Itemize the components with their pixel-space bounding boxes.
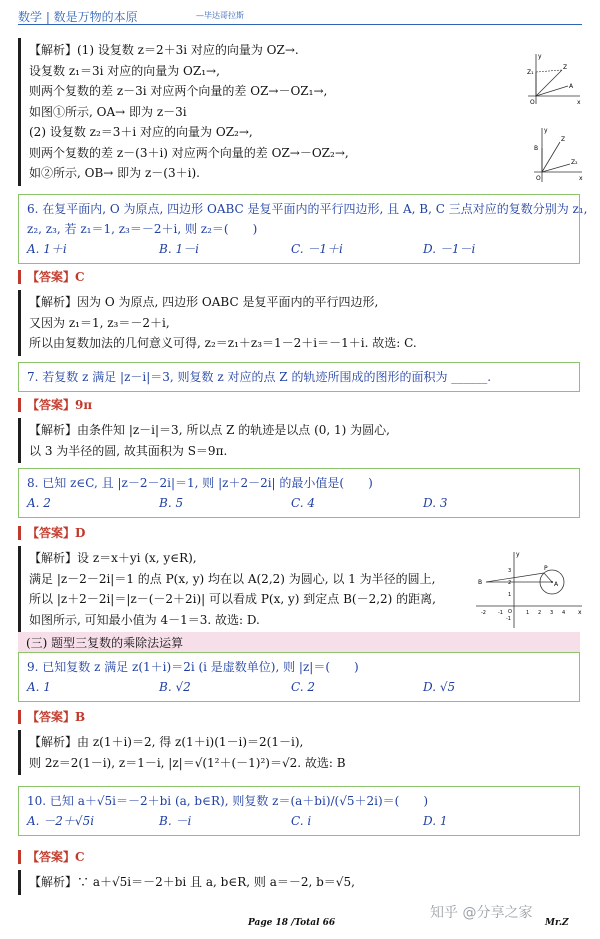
- option-c: C. －1＋i: [291, 242, 343, 256]
- analysis-block-1: [18, 38, 580, 186]
- analysis-line: 以 3 为半径的圆, 故其面积为 S＝9π.: [29, 443, 228, 458]
- fig-label: B: [478, 579, 483, 586]
- option-row: [27, 239, 571, 259]
- analysis-line: 则两个复数的差 z－3i 对应两个向量的差 OZ→－OZ₁→,: [29, 84, 328, 98]
- fig-tick: 1: [526, 610, 530, 616]
- answer-10: 【答案】C: [18, 850, 85, 864]
- analysis-6: [18, 290, 580, 356]
- analysis-line: 【解析】由 z(1＋i)＝2, 得 z(1＋i)(1－i)＝2(1－i),: [29, 735, 304, 749]
- analysis-line: 【解析】∵ a＋√5i＝－2＋bi 且 a, b∈R, 则 a＝－2, b＝√5,: [29, 875, 355, 889]
- question-9: [18, 652, 580, 702]
- option-c: C. 2: [291, 680, 316, 694]
- fig-label: B: [534, 145, 539, 152]
- fig-label: x: [579, 175, 583, 182]
- answer-7-wrap: [18, 396, 580, 413]
- watermark: 知乎 @分享之家: [430, 905, 533, 921]
- analysis-10: [18, 870, 580, 895]
- fig-tick: -1: [506, 616, 511, 622]
- analysis-line: 【解析】由条件知 |z－i|＝3, 所以点 Z 的轨迹是以点 (0, 1) 为圆心,: [29, 423, 390, 437]
- question-text: z₂, z₃, 若 z₁＝1, z₃＝－2＋i, 则 z₂＝( ): [27, 222, 258, 236]
- analysis-line: 【解析】(1) 设复数 z＝2＋3i 对应的向量为 OZ→.: [29, 43, 299, 57]
- answer-9-wrap: [18, 708, 580, 725]
- fig-label: A: [554, 581, 559, 588]
- question-text: 6. 在复平面内, O 为原点, 四边形 OABC 是复平面内的平行四边形, 且 A, B, C 三点对应的复数分别为 z₁,: [27, 202, 588, 216]
- fig-label: x: [578, 609, 582, 616]
- answer-9: 【答案】B: [18, 710, 85, 724]
- fig-label: Z: [561, 136, 566, 143]
- footer-author: Mr.Z: [545, 918, 569, 928]
- analysis-line: 所以由复数加法的几何意义可得, z₂＝z₁＋z₃＝1－2＋i＝－1＋i. 故选: C.: [29, 336, 417, 350]
- answer-6-wrap: [18, 268, 580, 285]
- question-10: [18, 786, 580, 836]
- fig-label: O: [530, 99, 535, 106]
- option-row: [27, 811, 571, 831]
- option-a: A. 2: [27, 496, 51, 510]
- analysis-line: 如图所示, 可知最小值为 4－1＝3. 故选: D.: [29, 612, 260, 627]
- option-d: D. －1－i: [423, 242, 476, 256]
- analysis-line: 所以 |z＋2－2i|＝|z－(－2＋2i)| 可以看成 P(x, y) 到定点 B(－2,2) 的距离,: [29, 592, 436, 606]
- fig-label: y: [516, 551, 520, 558]
- option-d: D. 1: [423, 814, 448, 828]
- option-row: [27, 677, 571, 697]
- header-subtitle: —毕达哥拉斯: [196, 11, 244, 20]
- header-title: 数学 | 数是万物的本原: [18, 10, 138, 24]
- analysis-line: 则两个复数的差 z－(3＋i) 对应两个向量的差 OZ→－OZ₂→,: [29, 145, 349, 160]
- fig-tick: 2: [508, 580, 512, 586]
- fig-label: Z₂: [571, 159, 578, 166]
- analysis-line: 满足 |z－2－2i|＝1 的点 P(x, y) 均在以 A(2,2) 为圆心, 以 1 为半径的圆上,: [29, 571, 436, 586]
- analysis-line: 【解析】设 z＝x＋yi (x, y∈R),: [29, 551, 197, 565]
- fig-tick: 4: [562, 610, 566, 616]
- question-6: [18, 194, 588, 264]
- question-7: [18, 362, 580, 392]
- fig-tick: 3: [508, 568, 512, 574]
- option-a: A. 1: [27, 680, 51, 694]
- answer-6: 【答案】C: [18, 270, 85, 284]
- answer-7: 【答案】9π: [18, 398, 92, 412]
- analysis-line: 则 2z＝2(1－i), z＝1－i, |z|＝√(1²＋(－1)²)＝√2. 故选: B: [29, 755, 346, 770]
- question-8: [18, 468, 580, 518]
- answer-8: 【答案】D: [18, 526, 85, 540]
- analysis-9: [18, 730, 580, 775]
- fig-tick: 3: [550, 610, 554, 616]
- fig-label: A: [569, 83, 574, 90]
- analysis-line: (2) 设复数 z₂＝3＋i 对应的向量为 OZ₂→,: [29, 125, 253, 139]
- analysis-line: 又因为 z₁＝1, z₃＝－2＋i,: [29, 315, 170, 330]
- analysis-7: [18, 418, 580, 463]
- page-header: [18, 6, 582, 25]
- fig-label: x: [577, 99, 581, 106]
- option-b: B. 1－i: [159, 242, 199, 256]
- fig-label: O: [536, 175, 541, 182]
- fig-tick: -1: [498, 610, 503, 616]
- option-d: D. √5: [423, 680, 456, 694]
- analysis-line: 如图①所示, OA→ 即为 z－3i: [29, 104, 187, 119]
- option-row: [27, 493, 571, 513]
- question-text: 8. 已知 z∈C, 且 |z－2－2i|＝1, 则 |z＋2－2i| 的最小值是( ): [27, 476, 373, 490]
- option-b: B. 5: [159, 496, 184, 510]
- fig-label: Z: [563, 64, 568, 71]
- question-text: 9. 已知复数 z 满足 z(1＋i)＝2i (i 是虚数单位), 则 |z|＝( ): [27, 660, 359, 674]
- option-c: C. i: [291, 814, 312, 828]
- figure-2: [528, 124, 586, 186]
- analysis-8: [18, 546, 458, 632]
- analysis-line: 如②所示, OB→ 即为 z－(3＋i).: [29, 166, 200, 180]
- fig-tick: 1: [508, 592, 512, 598]
- option-a: A. －2＋√5i: [27, 814, 95, 828]
- question-text: 7. 若复数 z 满足 |z－i|＝3, 则复数 z 对应的点 Z 的轨迹所围成的图形的面积为 ______.: [27, 370, 492, 384]
- answer-10-wrap: [18, 848, 580, 865]
- analysis-line: 设复数 z₁＝3i 对应的向量为 OZ₁→,: [29, 63, 220, 78]
- option-b: B. √2: [159, 680, 191, 694]
- fig-tick: -2: [481, 610, 486, 616]
- figure-3: [474, 548, 584, 630]
- option-d: D. 3: [423, 496, 448, 510]
- option-c: C. 4: [291, 496, 316, 510]
- fig-tick: 2: [538, 610, 542, 616]
- question-text: 10. 已知 a＋√5i＝－2＋bi (a, b∈R), 则复数 z＝(a＋bi)/(√5＋2i)＝( ): [27, 794, 429, 808]
- figure-1: [522, 50, 584, 108]
- analysis-line: 【解析】因为 O 为原点, 四边形 OABC 是复平面内的平行四边形,: [29, 295, 379, 309]
- fig-label: O: [508, 609, 512, 615]
- option-a: A. 1＋i: [27, 242, 67, 256]
- option-b: B. －i: [159, 814, 192, 828]
- fig-label: P: [544, 565, 548, 572]
- section-header: (三) 题型三复数的乘除法运算: [18, 632, 580, 653]
- page-number: Page 18 /Total 66: [248, 918, 336, 928]
- fig-label: y: [544, 127, 548, 134]
- answer-8-wrap: [18, 524, 580, 541]
- fig-label: Z₁: [527, 69, 534, 76]
- fig-label: y: [538, 53, 542, 60]
